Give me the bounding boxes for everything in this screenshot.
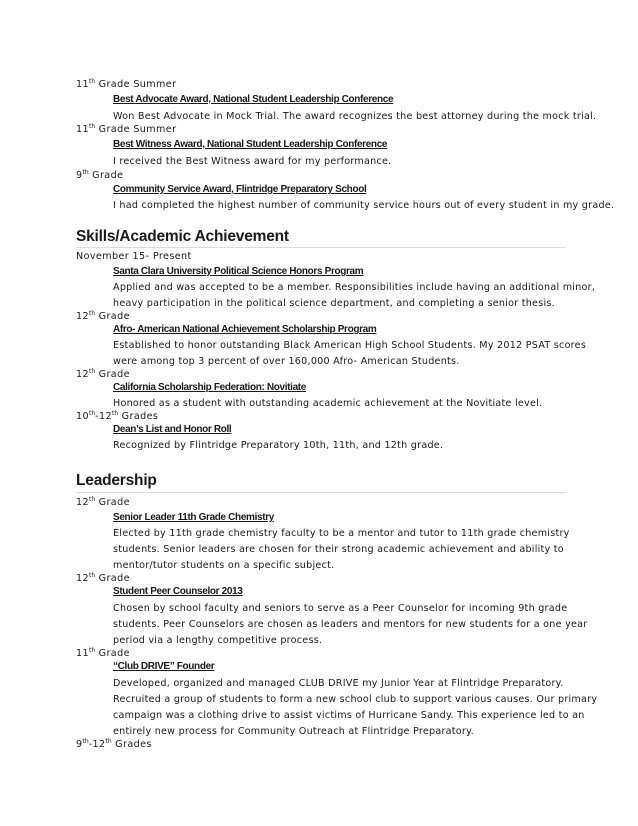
award-date: 11th Grade Summer bbox=[76, 78, 177, 90]
section-divider bbox=[76, 247, 566, 248]
award-description: I received the Best Witness award for my performance. bbox=[113, 156, 392, 167]
item-title: Santa Clara University Political Science Honors Program bbox=[113, 266, 364, 277]
item-date: November 15- Present bbox=[76, 251, 192, 262]
item-description: were among top 3 percent of over 160,000 Afro- American Students. bbox=[113, 356, 460, 367]
item-date: 12th Grade bbox=[76, 496, 130, 508]
section-heading-skills: Skills/Academic Achievement bbox=[76, 228, 289, 245]
item-description: entirely new process for Community Outreach at Flintridge Preparatory. bbox=[113, 726, 474, 737]
section-heading-leadership: Leadership bbox=[76, 472, 157, 489]
item-description: period via a lengthy competitive process. bbox=[113, 635, 323, 646]
section-divider bbox=[76, 492, 566, 493]
award-description: Won Best Advocate in Mock Trial. The award recognizes the best attorney during the mock trial. bbox=[113, 111, 597, 122]
award-date: 9th Grade bbox=[76, 169, 124, 181]
item-date: 12th Grade bbox=[76, 572, 130, 584]
item-description: Recruited a group of students to form a new school club to support various causes. Our primary bbox=[113, 694, 598, 705]
item-title: Senior Leader 11th Grade Chemistry bbox=[113, 512, 274, 523]
item-date: 12th Grade bbox=[76, 368, 130, 380]
item-date: 11th Grade bbox=[76, 647, 130, 659]
item-title: “Club DRIVE” Founder bbox=[113, 661, 215, 672]
item-title: Dean’s List and Honor Roll bbox=[113, 424, 232, 435]
item-date: 10th-12th Grades bbox=[76, 410, 159, 422]
item-date: 12th Grade bbox=[76, 310, 130, 322]
item-description: Chosen by school faculty and seniors to serve as a Peer Counselor for incoming 9th grade bbox=[113, 603, 568, 614]
award-title: Community Service Award, Flintridge Preparatory School bbox=[113, 184, 367, 195]
item-description: students. Peer Counselors are chosen as leaders and mentors for new students for a one year bbox=[113, 619, 588, 630]
item-description: Established to honor outstanding Black American High School Students. My 2012 PSAT scores bbox=[113, 340, 587, 351]
item-date: 9th-12th Grades bbox=[76, 738, 152, 750]
award-title: Best Advocate Award, National Student Leadership Conference bbox=[113, 94, 394, 105]
item-title: Afro- American National Achievement Scholarship Program bbox=[113, 324, 377, 335]
item-description: mentor/tutor students on a specific subject. bbox=[113, 560, 335, 571]
item-description: heavy participation in the political science department, and completing a senior thesis. bbox=[113, 298, 555, 309]
award-description: I had completed the highest number of community service hours out of every student in my grade. bbox=[113, 200, 615, 211]
award-title: Best Witness Award, National Student Leadership Conference bbox=[113, 139, 388, 150]
item-description: Applied and was accepted to be a member. Responsibilities include having an additional minor, bbox=[113, 282, 596, 293]
item-title: Student Peer Counselor 2013 bbox=[113, 586, 243, 597]
item-description: Honored as a student with outstanding academic achievement at the Novitiate level. bbox=[113, 398, 543, 409]
item-title: California Scholarship Federation: Novitiate bbox=[113, 382, 306, 393]
item-description: Recognized by Flintridge Preparatory 10th, 11th, and 12th grade. bbox=[113, 440, 444, 451]
award-date: 11th Grade Summer bbox=[76, 123, 177, 135]
item-description: campaign was a clothing drive to assist victims of Hurricane Sandy. This experience led to an bbox=[113, 710, 585, 721]
item-description: Developed, organized and managed CLUB DRIVE my Junior Year at Flintridge Preparatory. bbox=[113, 678, 564, 689]
item-description: students. Senior leaders are chosen for their strong academic achievement and ability to bbox=[113, 544, 564, 555]
item-description: Elected by 11th grade chemistry faculty to be a mentor and tutor to 11th grade chemistry bbox=[113, 528, 570, 539]
